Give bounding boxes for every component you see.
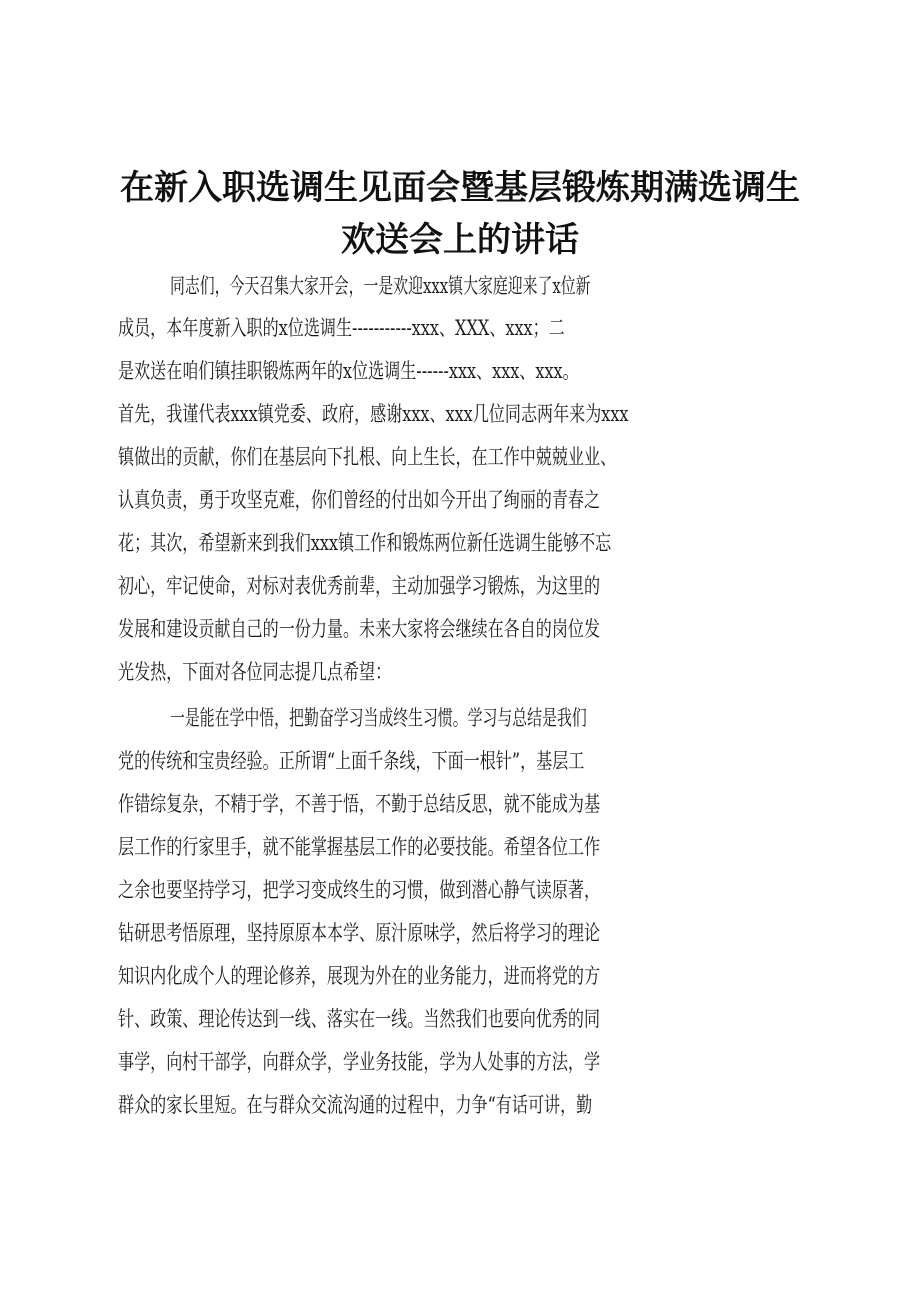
body-line: 花；其次，希望新来到我们xxx镇工作和锻炼两位新任选调生能够不忘 xyxy=(118,531,612,555)
body-line: 成员，本年度新入职的x位选调生-----------xxx、XXX、xxx；二 xyxy=(118,316,565,340)
body-line: 针、政策、理论传达到一线、落实在一线。当然我们也要向优秀的同 xyxy=(118,1007,601,1031)
title-line-2: 欢送会上的讲话 xyxy=(341,220,579,260)
title-line-1: 在新入职选调生见面会暨基层锻炼期满选调生 xyxy=(120,168,800,208)
body-line: 事学，向村干部学，向群众学，学业务技能，学为人处事的方法，学 xyxy=(118,1050,601,1074)
body-line: 知识内化成个人的理论修养，展现为外在的业务能力，进而将党的方 xyxy=(118,964,601,988)
body-line: 一是能在学中悟，把勤奋学习当成终生习惯。学习与总结是我们 xyxy=(170,706,587,730)
body-line: 作错综复杂，不精于学，不善于悟，不勤于总结反思，就不能成为基 xyxy=(118,792,601,816)
body-line: 钻研思考悟原理，坚持原原本本学、原汁原味学，然后将学习的理论 xyxy=(118,921,601,945)
body-line: 初心，牢记使命，对标对表优秀前辈，主动加强学习锻炼，为这里的 xyxy=(118,574,601,598)
body-line: 镇做出的贡献，你们在基层向下扎根、向上生长，在工作中兢兢业业、 xyxy=(118,445,617,469)
body-line: 层工作的行家里手，就不能掌握基层工作的必要技能。希望各位工作 xyxy=(118,835,601,859)
body-line: 之余也要坚持学习，把学习变成终生的习惯，做到潜心静气读原著， xyxy=(118,878,601,902)
body-line: 党的传统和宝贵经验。正所谓“上面千条线，下面一根针”，基层工 xyxy=(118,749,585,773)
body-line: 是欢送在咱们镇挂职锻炼两年的x位选调生------xxx、xxx、xxx。 xyxy=(118,359,579,383)
body-line: 发展和建设贡献自己的一份力量。未来大家将会继续在各自的岗位发 xyxy=(118,617,601,641)
body-line: 群众的家长里短。在与群众交流沟通的过程中，力争“有话可讲，勤 xyxy=(118,1093,593,1117)
body-line: 认真负责，勇于攻坚克难，你们曾经的付出如今开出了绚丽的青春之 xyxy=(118,488,601,512)
body-line: 光发热，下面对各位同志提几点希望： xyxy=(118,660,392,684)
body-line: 首先，我谨代表xxx镇党委、政府，感谢xxx、xxx几位同志两年来为xxx xyxy=(118,402,629,426)
body-line: 同志们，今天召集大家开会，一是欢迎xxx镇大家庭迎来了x位新 xyxy=(170,274,591,298)
